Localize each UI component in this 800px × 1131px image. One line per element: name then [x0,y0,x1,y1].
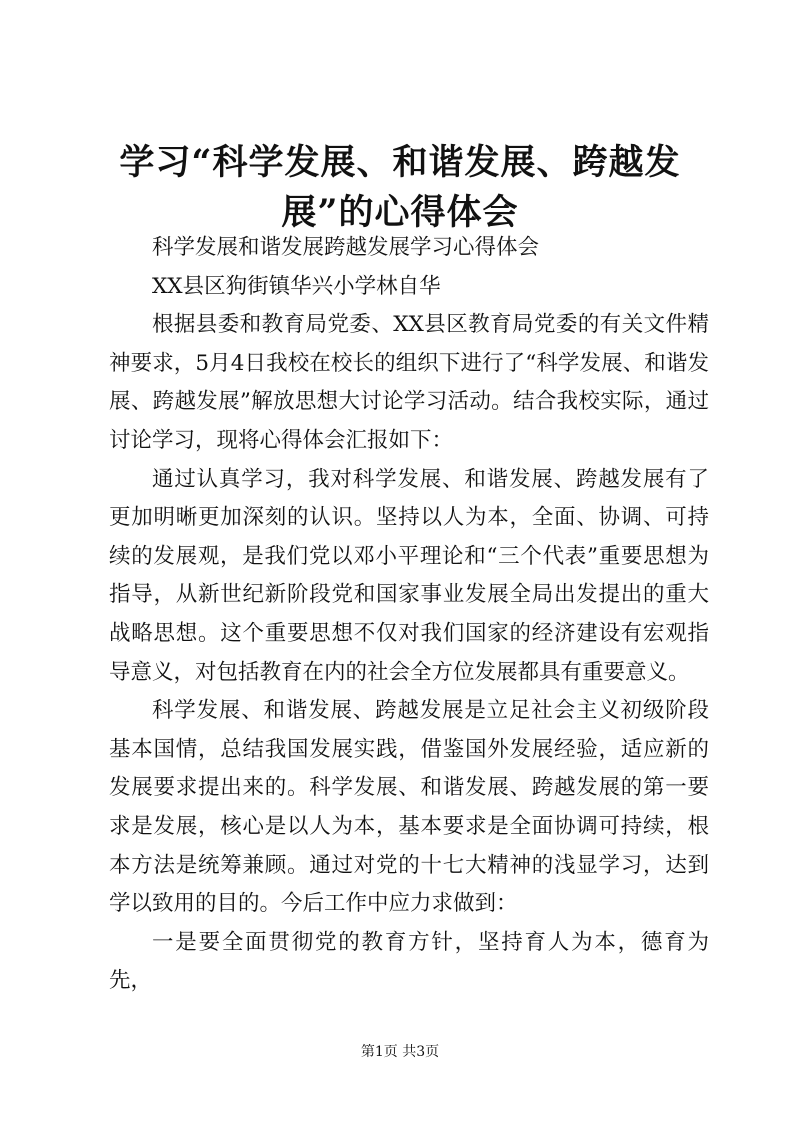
subtitle-paragraph: 科学发展和谐发展跨越发展学习心得体会 [152,235,540,260]
body-paragraph: 通过认真学习，我对科学发展、和谐发展、跨越发展有了更加明晰更加深刻的认识。坚持以人为本，全面、协调、可持续的发展观，是我们党以邓小平理论和“三个代表”重要思想为指导，从新世纪新阶段党和国家事业发展全局出发提出的重大战略思想。这个重要思想不仅对我们国家的经济建设有宏观指导意义，对包括教育在内的社会全方位发展都具有重要意义。 [109,466,709,685]
body-paragraph: 一是要全面贯彻党的教育方针，坚持育人为本，德育为先， [109,929,709,994]
author-paragraph: XX县区狗街镇华兴小学林自华 [152,273,441,299]
document-body [109,229,709,1001]
page-footer: 第1页 共3页 [360,1044,440,1060]
body-paragraph: 根据县委和教育局党委、XX县区教育局党委的有关文件精神要求，5月4日我校在校长的组织下进行了“科学发展、和谐发展、跨越发展”解放思想大讨论学习活动。结合我校实际，通过讨论学习，现将心得体会汇报如下： [109,312,709,453]
document-title: 学习“科学发展、和谐发展、跨越发展”的心得体会 [119,142,681,233]
body-paragraph: 科学发展、和谐发展、跨越发展是立足社会主义初级阶段基本国情，总结我国发展实践，借鉴国外发展经验，适应新的发展要求提出来的。科学发展、和谐发展、跨越发展的第一要求是发展，核心是以人为本，基本要求是全面协调可持续，根本方法是统筹兼顾。通过对党的十七大精神的浅显学习，达到学以致用的目的。今后工作中应力求做到： [109,698,709,917]
